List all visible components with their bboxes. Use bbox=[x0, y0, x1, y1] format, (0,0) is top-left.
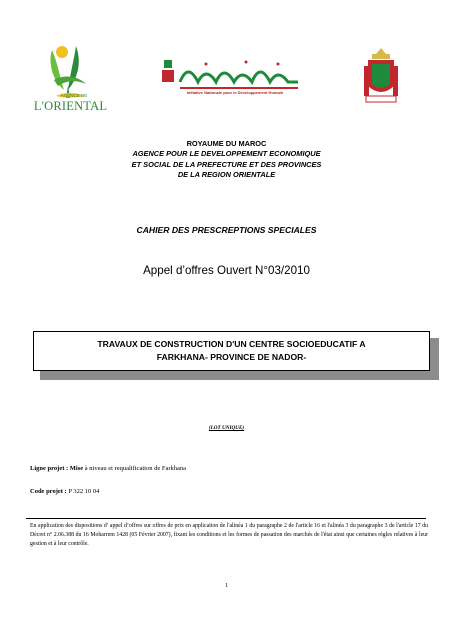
code-projet-value: P 322 10 04 bbox=[66, 488, 100, 495]
royal-coat-of-arms-icon bbox=[362, 46, 400, 106]
indh-subtitle: Initiative Nationale pour le Développement Humain bbox=[186, 90, 284, 95]
header-agency-line1: AGENCE POUR LE DEVELOPPEMENT ECONOMIQUE bbox=[132, 149, 321, 159]
project-title-line2: FARKHANA- PROVINCE DE NADOR- bbox=[156, 352, 307, 362]
header-kingdom: ROYAUME DU MAROC bbox=[186, 139, 267, 148]
logo-left-small-text: AGENCE DE bbox=[60, 93, 88, 98]
tender-title: Appel d’offres Ouvert N°03/2010 bbox=[143, 264, 310, 277]
footnote: En application des dispositions d’ appel d’offres sur offres de prix en application de l'alinéa 1 du paragraphe 2 de l'article 16 et l'alinéa 3 du paragraphe 3 de l'article 17 du Décret n° 2.06.388 du 16 Moharrem 1428 (05 Février 2007), fixant les conditions et les formes de passation des marchés de l'état ainsi que certaines règles relatives à leur gestion et à leur contrôle. bbox=[30, 523, 428, 547]
header-block bbox=[0, 139, 453, 181]
ligne-projet-label: Ligne projet : bbox=[30, 465, 69, 472]
footnote-divider bbox=[26, 518, 426, 519]
cps-title: CAHIER DES PRESCREPTIONS SPECIALES bbox=[136, 225, 317, 235]
project-title-box bbox=[33, 331, 430, 371]
code-projet-label: Code projet : bbox=[30, 488, 67, 495]
page-number: 1 bbox=[225, 583, 228, 589]
logo-left-text: L'ORIENTAL bbox=[33, 99, 108, 113]
project-title-line1: TRAVAUX DE CONSTRUCTION D'UN CENTRE SOCIOEDUCATIF A bbox=[97, 339, 366, 349]
ligne-projet-bold-value: Mise bbox=[69, 465, 84, 472]
code-projet bbox=[30, 488, 99, 495]
lot-label: (LOT UNIQUE) bbox=[208, 425, 245, 431]
header-agency-line2: ET SOCIAL DE LA PREFECTURE ET DES PROVINCES bbox=[131, 159, 322, 169]
ligne-projet-value: à niveau et requalification de Farkhana bbox=[83, 465, 187, 472]
header-agency-line3: DE LA REGION ORIENTALE bbox=[177, 170, 276, 180]
ligne-projet bbox=[30, 465, 186, 472]
